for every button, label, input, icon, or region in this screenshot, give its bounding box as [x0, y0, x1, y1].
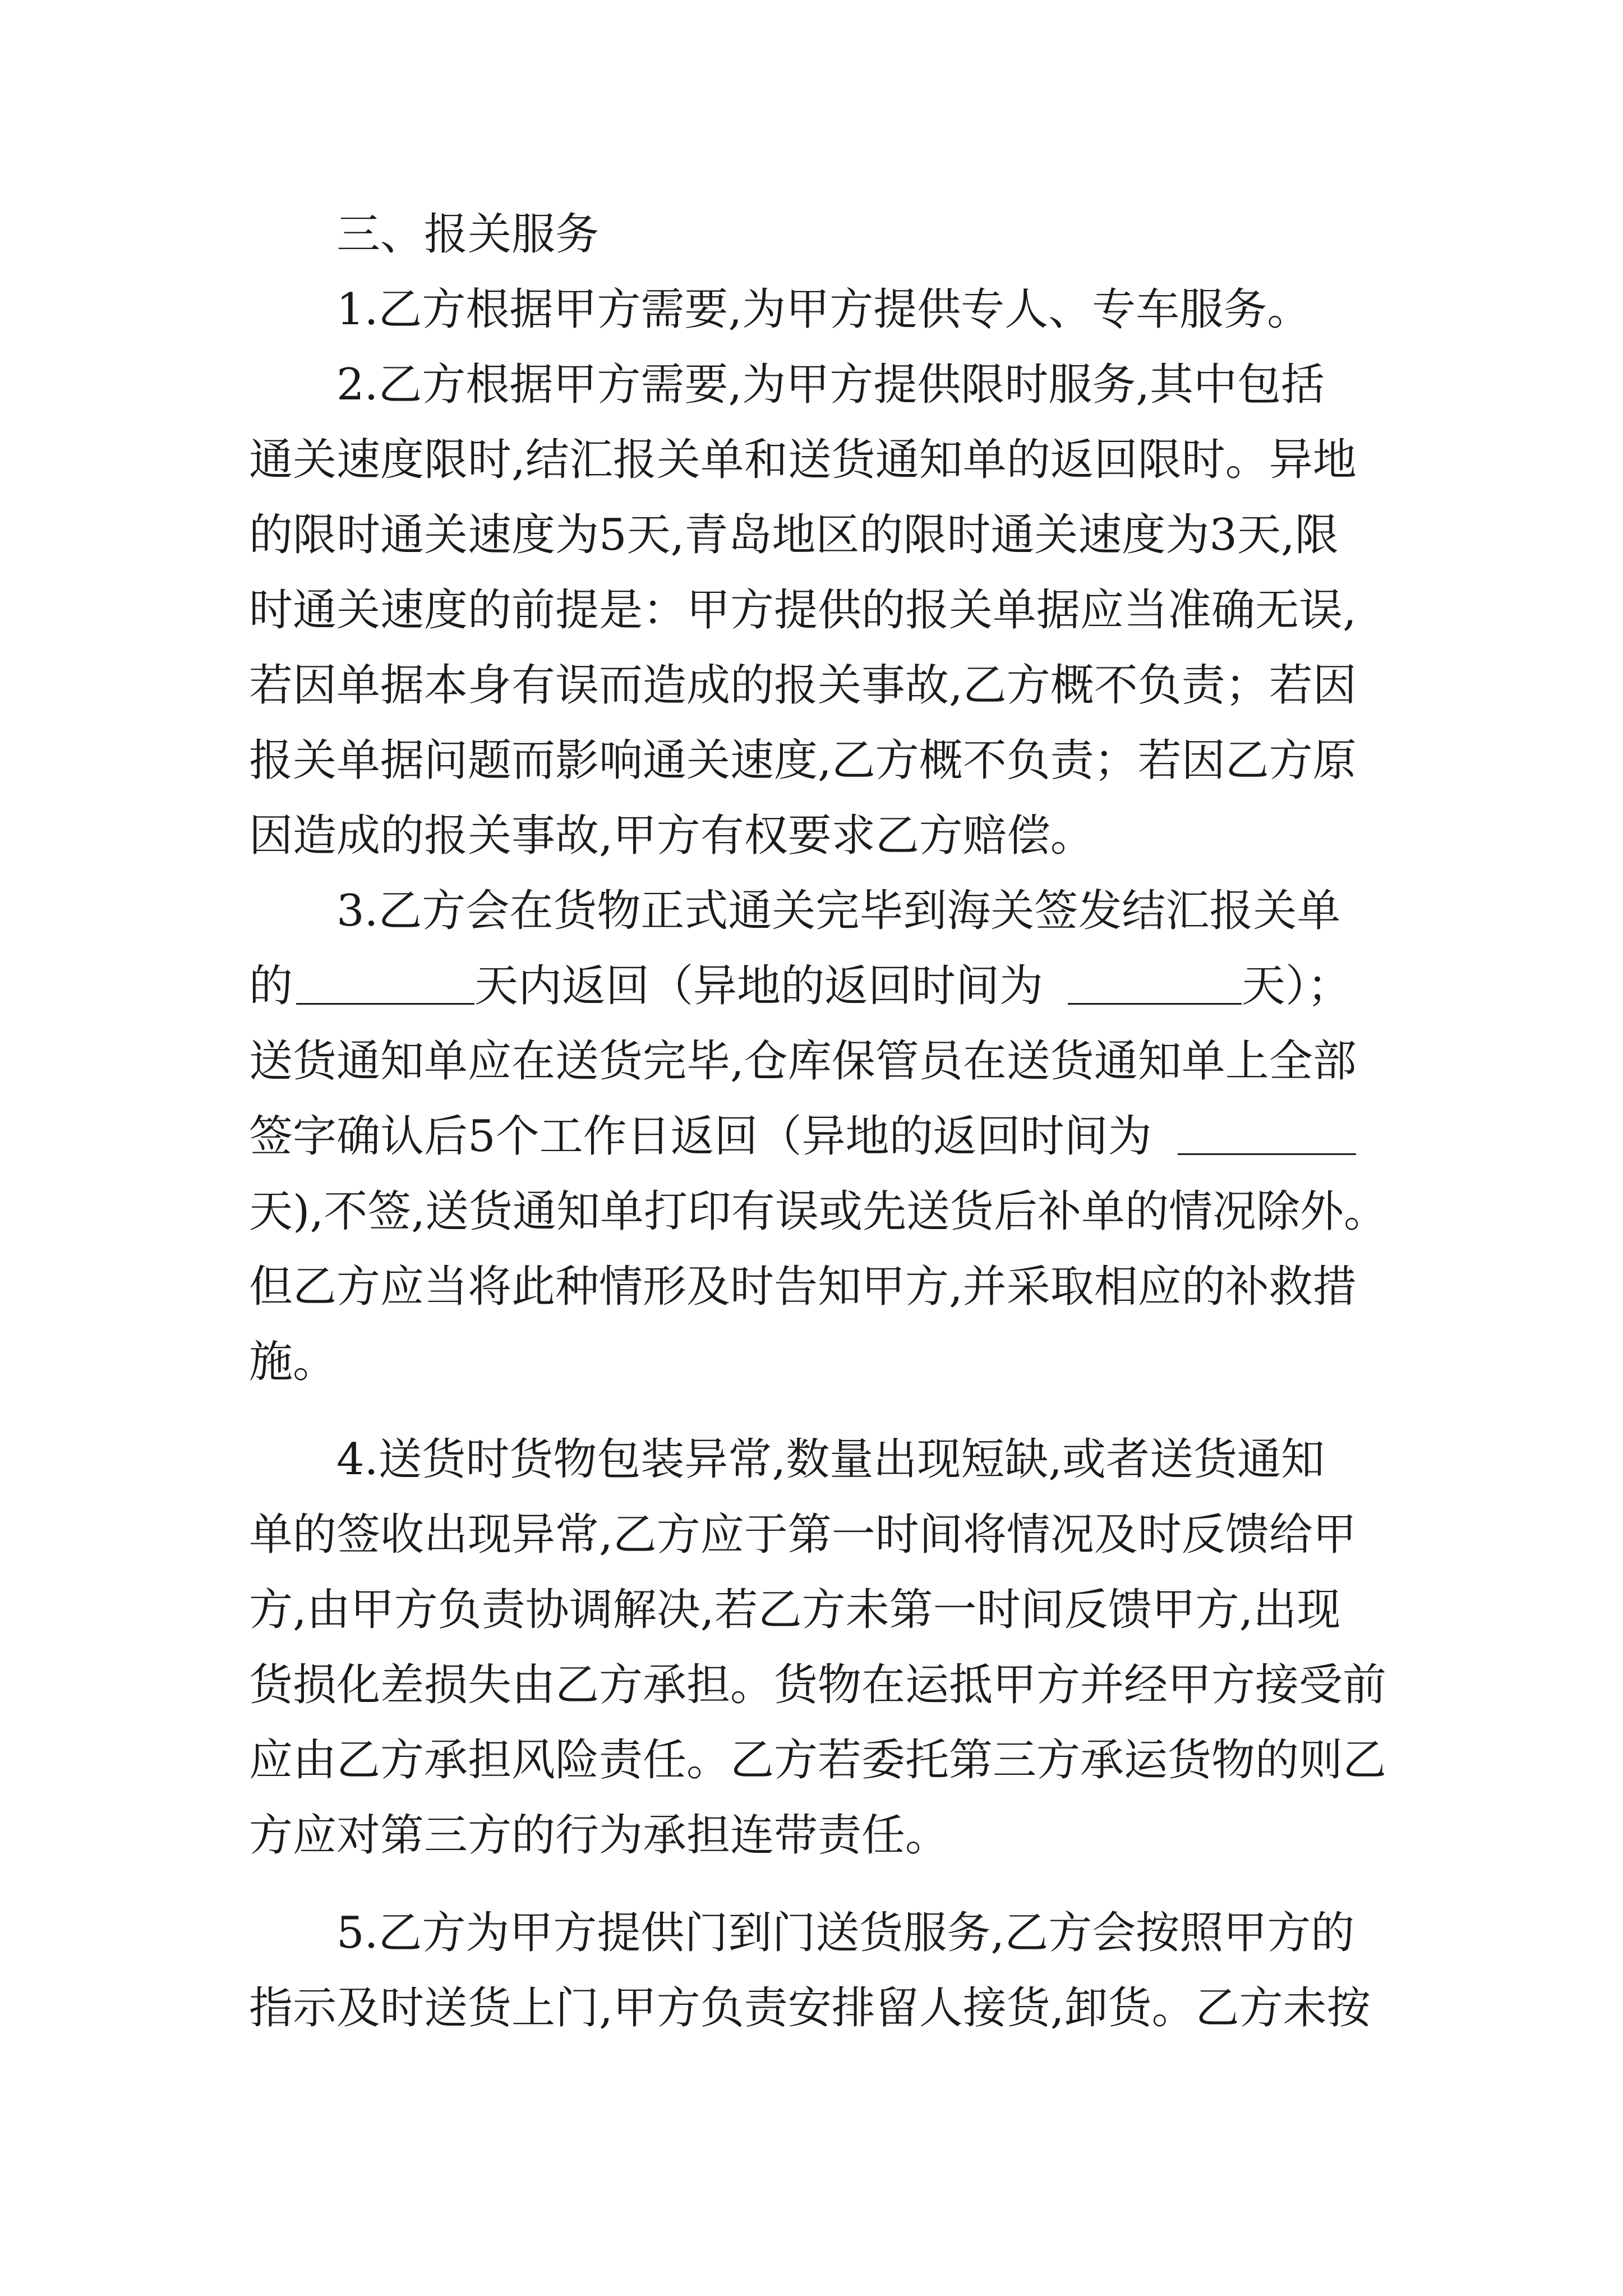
- clause-2-line: 通关速度限时,结汇报关单和送货通知单的返回限时。异地: [249, 435, 1357, 485]
- clause-3-line: 天),不签,送货通知单打印有误或先送货后补单的情况除外。: [249, 1186, 1388, 1237]
- clause-2-line: 时通关速度的前提是：甲方提供的报关单据应当准确无误,: [249, 585, 1357, 636]
- clause-3-line: 签字确认后5个工作日返回（异地的返回时间为: [0, 1103, 1623, 1170]
- clause-2-line: 报关单据问题而影响通关速度,乙方概不负责；若因乙方原: [249, 735, 1357, 786]
- clause-1-line: 1.乙方根据甲方需要,为甲方提供专人、专车服务。: [336, 284, 1311, 335]
- clause-2-line: 因造成的报关事故,甲方有权要求乙方赔偿。: [249, 811, 1094, 861]
- fill-in-blank: [1178, 1103, 1356, 1155]
- clause-4-line: 应由乙方承担风险责任。乙方若委托第三方承运货物的则乙: [249, 1735, 1387, 1786]
- clause-4-line: 方,由甲方负责协调解决,若乙方未第一时间反馈甲方,出现: [249, 1585, 1341, 1635]
- clause-5-line: 5.乙方为甲方提供门到门送货服务,乙方会按照甲方的: [336, 1908, 1355, 1958]
- clause-5-line: 指示及时送货上门,甲方负责安排留人接货,卸货。乙方未按: [249, 1983, 1371, 2033]
- clause-2-line: 2.乙方根据甲方需要,为甲方提供限时服务,其中包括: [336, 360, 1325, 410]
- clause-3-line: 3.乙方会在货物正式通关完毕到海关签发结汇报关单: [336, 886, 1341, 936]
- clause-3-line: 施。: [249, 1337, 337, 1387]
- fill-in-blank: [1068, 953, 1242, 1005]
- section-heading: 三、报关服务: [336, 209, 600, 260]
- clause-4-line: 4.送货时货物包装异常,数量出现短缺,或者送货通知: [336, 1434, 1325, 1485]
- clause-4-line: 单的签收出现异常,乙方应于第一时间将情况及时反馈给甲: [249, 1510, 1357, 1560]
- fill-in-blank: [296, 953, 474, 1005]
- clause-4-line: 货损化差损失由乙方承担。货物在运抵甲方并经甲方接受前: [249, 1660, 1387, 1710]
- clause-3-line: 的 天内返回（异地的返回时间为 天）；: [0, 953, 1623, 1020]
- clause-3-line: 但乙方应当将此种情形及时告知甲方,并采取相应的补救措: [249, 1262, 1357, 1312]
- clause-2-line: 的限时通关速度为5天,青岛地区的限时通关速度为3天,限: [249, 510, 1339, 560]
- clause-3-line: 送货通知单应在送货完毕,仓库保管员在送货通知单上全部: [249, 1036, 1357, 1087]
- clause-2-line: 若因单据本身有误而造成的报关事故,乙方概不负责；若因: [249, 660, 1357, 711]
- clause-4-line: 方应对第三方的行为承担连带责任。: [249, 1810, 949, 1861]
